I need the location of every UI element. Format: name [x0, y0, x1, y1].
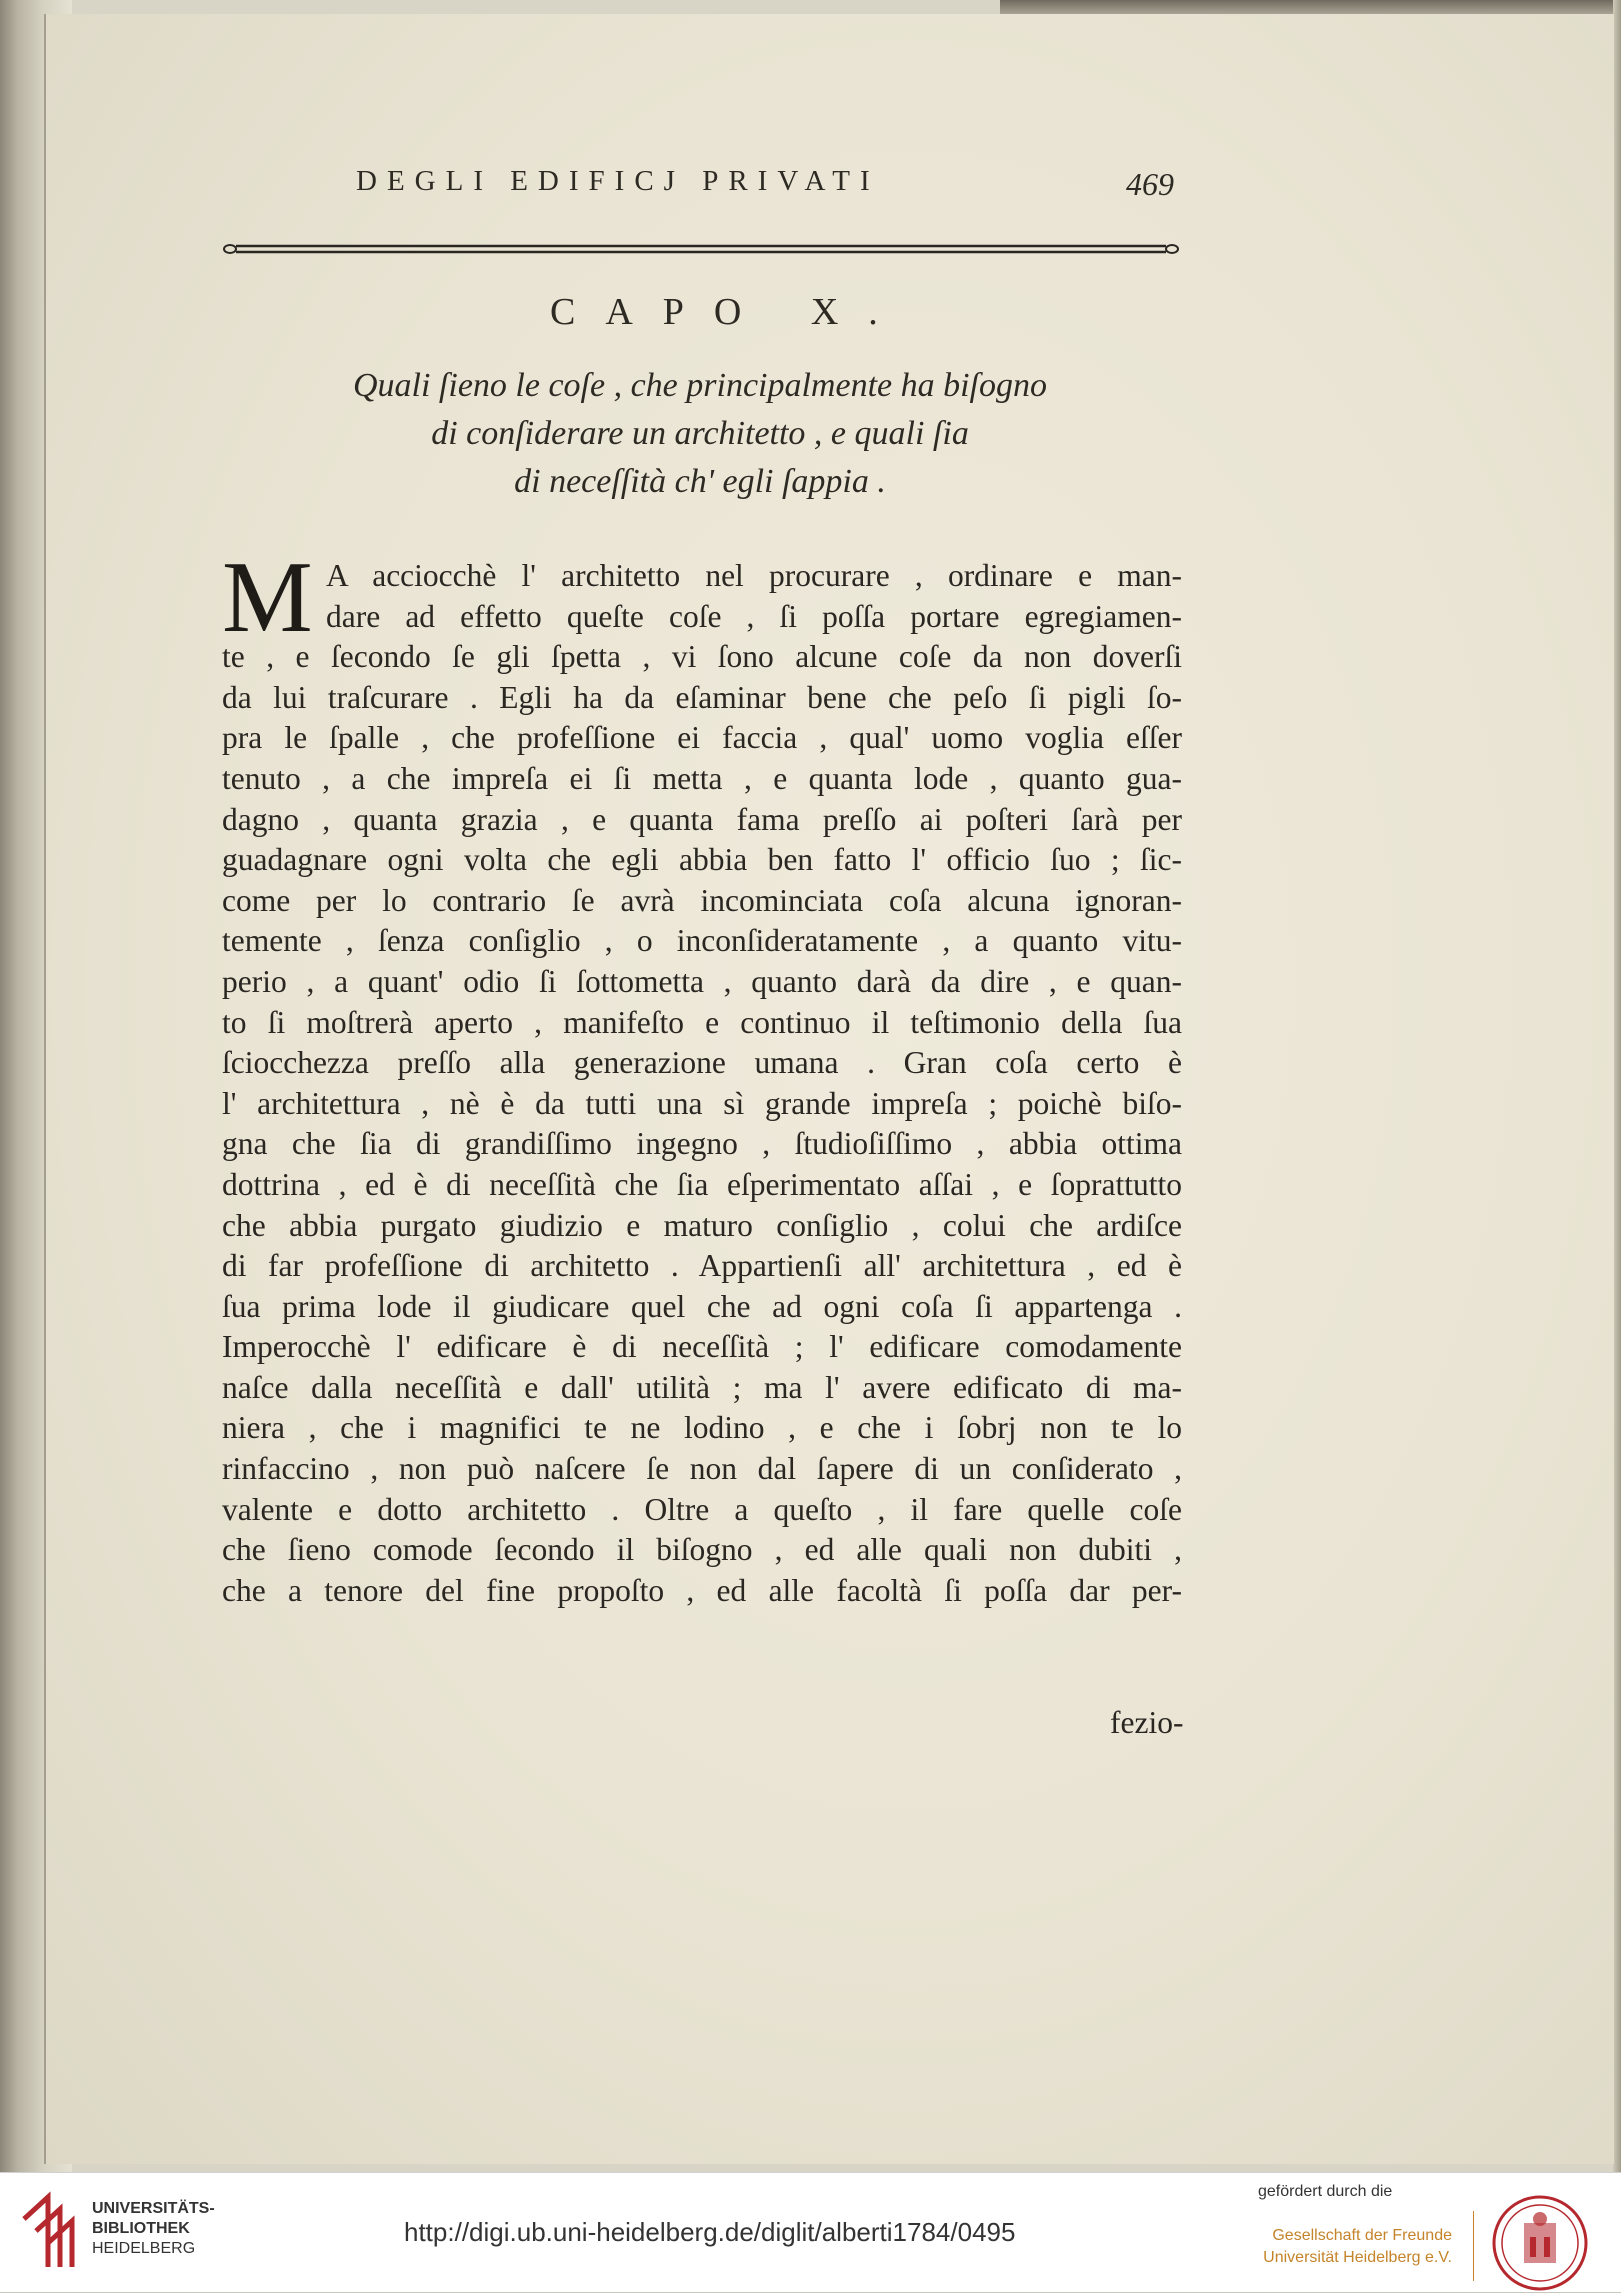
text-line: tenuto , a che impreſa ei ſi metta , e quanta lode , quanto gua- [222, 760, 1182, 796]
library-name-line: UNIVERSITÄTS- [92, 2200, 215, 2217]
funder-name-line: Universität Heidelberg e.V. [1263, 2249, 1452, 2266]
catchword: fezio- [1110, 1705, 1184, 1740]
permalink-url[interactable]: http://digi.ub.uni-heidelberg.de/diglit/alberti1784/0495 [404, 2217, 1016, 2247]
text-line: l' architettura , nè è da tutti una sì grande impreſa ; poichè biſo- [222, 1085, 1182, 1121]
ornamental-rule [222, 242, 1180, 256]
library-name [92, 2199, 215, 2259]
library-name-line: HEIDELBERG [92, 2240, 196, 2257]
body-text [222, 556, 1182, 1611]
text-line: rinfaccino , non può naſcere ſe non dal ſapere di un conſiderato , [222, 1451, 1182, 1487]
subtitle-line: di neceſſità ch' egli ſappia . [514, 463, 886, 500]
text-line: che ſieno comode ſecondo il biſogno , ed alle quali non dubiti , [222, 1532, 1182, 1568]
text-line: pra le ſpalle , che profeſſione ei faccia , qual' uomo voglia eſſer [222, 720, 1182, 756]
drop-cap-initial: M [222, 541, 313, 654]
text-line: to ſi moſtrerà aperto , manifeſto e continuo il teſtimonio della ſua [222, 1004, 1182, 1040]
text-line: gna che ſia di grandiſſimo ingegno , ſtudioſiſſimo , abbia ottima [222, 1126, 1182, 1162]
chapter-subtitle [230, 362, 1170, 506]
text-line: che a tenore del fine propoſto , ed alle facoltà ſi poſſa dar per- [222, 1572, 1182, 1608]
library-name-line: BIBLIOTHEK [92, 2220, 190, 2237]
text-line: da lui traſcurare . Egli ha da eſaminar bene che peſo ſi pigli ſo- [222, 679, 1182, 715]
funder-name-line: Gesellschaft der Freunde [1272, 2227, 1452, 2244]
text-line: come per lo contrario ſe avrà incominciata coſa alcuna ignoran- [222, 882, 1182, 918]
text-line: che abbia purgato giudizio e maturo conſiglio , colui che ardiſce [222, 1207, 1182, 1243]
text-line: Imperocchè l' edificare è di neceſſità ; l' edificare comodamente [222, 1329, 1182, 1365]
footer-divider [1473, 2211, 1474, 2281]
text-line: naſce dalla neceſſità e dall' utilità ; ma l' avere edificato di ma- [222, 1369, 1182, 1405]
text-line: A acciocchè l' architetto nel procurare , ordinare e man- [326, 558, 1182, 593]
text-line: niera , che i magnifici te ne lodino , e che i ſobrj non te lo [222, 1410, 1182, 1446]
funded-by-label: gefördert durch die [1258, 2183, 1393, 2200]
text-line: dagno , quanta grazia , e quanta fama preſſo ai poſteri ſarà per [222, 801, 1182, 837]
library-logo-icon [18, 2189, 80, 2273]
text-line: dottrina , ed è di neceſſità che ſia eſperimentato aſſai , e ſoprattutto [222, 1166, 1182, 1202]
text-line: te , e ſecondo ſe gli ſpetta , vi ſono alcune coſe da non doverſi [222, 639, 1182, 675]
subtitle-line: Quali ſieno le coſe , che principalmente ha biſogno [352, 367, 1047, 404]
text-line: perio , a quant' odio ſi ſottometta , quanto darà da dire , e quan- [222, 963, 1182, 999]
subtitle-line: di conſiderare un architetto , e quali ſia [431, 415, 969, 452]
text-line: di far profeſſione di architetto . Appartienſi all' architettura , ed è [222, 1248, 1182, 1284]
running-head: DEGLI EDIFICJ PRIVATI [356, 165, 880, 197]
text-line: dare ad effetto queſte coſe , ſi poſſa portare egregiamen- [326, 598, 1182, 634]
text-line: guadagnare ogni volta che egli abbia ben fatto l' officio ſuo ; ſic- [222, 842, 1182, 878]
university-seal-icon [1490, 2193, 1590, 2293]
funder-name [1262, 2225, 1452, 2269]
text-line: ſua prima lode il giudicare quel che ad ogni coſa ſi appartenga . [222, 1288, 1182, 1324]
text-line: valente e dotto architetto . Oltre a queſto , il fare quelle coſe [222, 1491, 1182, 1527]
text-line: temente , ſenza conſiglio , o inconſideratamente , a quanto vitu- [222, 923, 1182, 959]
book-right-edge [1613, 0, 1621, 2172]
viewer-footer [0, 2172, 1621, 2292]
text-line: ſciocchezza preſſo alla generazione umana . Gran coſa certo è [222, 1045, 1182, 1081]
chapter-title: CAPO X. [550, 291, 908, 333]
page-number: 469 [1126, 166, 1174, 202]
